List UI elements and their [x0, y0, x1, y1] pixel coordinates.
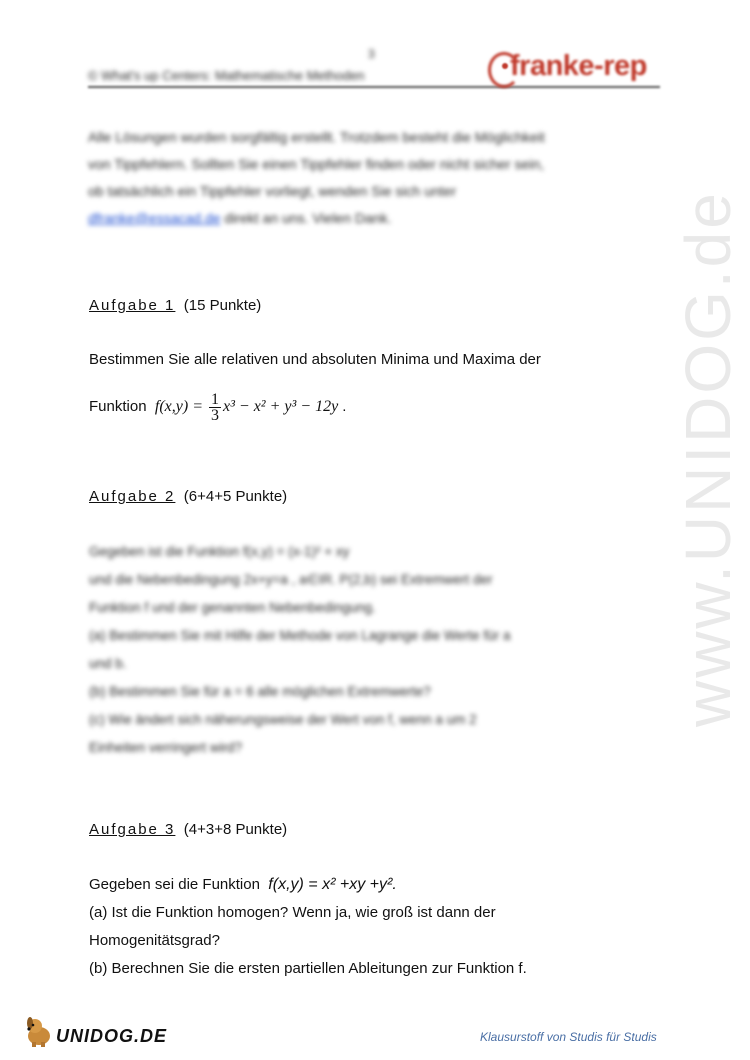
intro-line: ob tatsächlich ein Tippfehler vorliegt, wenden Sie sich unter — [88, 183, 457, 199]
task-1-heading — [89, 297, 261, 314]
task-2-body — [89, 538, 649, 762]
task-2-line: Funktion f und der genannten Nebenbedingung. — [89, 600, 376, 615]
task-2-line: und die Nebenbedingung 2x+y=a , a∈IR. P(2,b) sei Extremwert der — [89, 572, 493, 587]
task-3-points: (4+3+8 Punkte) — [183, 821, 288, 838]
task-1-title: Aufgabe 1 — [89, 297, 176, 314]
formula-lhs: f(x,y) = — [154, 398, 207, 416]
header-divider — [88, 86, 660, 88]
franke-rep-logo: franke-rep — [510, 50, 647, 82]
logo-dot-icon — [502, 63, 508, 69]
task-3-line: Homogenitätsgrad? — [89, 932, 220, 949]
intro-paragraph — [88, 124, 668, 232]
intro-line-rest: direkt an uns. Vielen Dank. — [220, 210, 392, 226]
task-3-title: Aufgabe 3 — [89, 821, 176, 838]
dog-icon — [22, 1014, 56, 1048]
intro-line: von Tippfehlern. Sollten Sie einen Tippfehler finden oder nicht sicher sein, — [88, 156, 545, 172]
task-1-points: (15 Punkte) — [183, 297, 262, 314]
unidog-logo — [22, 1014, 56, 1053]
intro-line: Alle Lösungen wurden sorgfältig erstellt. Trotzdem besteht die Möglichkeit — [88, 129, 545, 145]
task-1-function-line — [89, 392, 346, 423]
task-2-heading — [89, 488, 287, 505]
fraction — [209, 392, 221, 423]
task-1-function-label: Funktion — [89, 398, 147, 416]
task-3-heading — [89, 821, 287, 838]
formula-end: . — [342, 398, 347, 416]
task-1-formula — [154, 391, 342, 424]
watermark: www.UNIDOG.de — [672, 190, 744, 727]
task-2-points: (6+4+5 Punkte) — [183, 488, 288, 505]
task-3-function-label: Gegeben sei die Funktion — [89, 876, 260, 893]
task-3-formula: f(x,y) = x² +xy +y². — [268, 876, 397, 893]
intro-line — [88, 205, 668, 232]
page-number: 3 — [368, 47, 375, 61]
header-source: © What's up Centers: Mathematische Methoden — [88, 68, 365, 83]
fraction-numerator: 1 — [211, 391, 219, 408]
task-2-line: (b) Bestimmen Sie für a = 6 alle möglichen Extremwerte? — [89, 684, 431, 699]
task-2-title: Aufgabe 2 — [89, 488, 176, 505]
email-link[interactable]: dfranke@essacad.de — [88, 210, 221, 226]
formula-rest: x³ − x² + y³ − 12y — [223, 398, 339, 416]
unidog-brand: UNIDOG.DE — [56, 1026, 168, 1046]
task-1-line: Bestimmen Sie alle relativen und absoluten Minima und Maxima der — [89, 351, 541, 368]
task-3-function-line — [89, 871, 397, 899]
task-2-line: (c) Wie ändert sich näherungsweise der Wert von f, wenn a um 2 — [89, 712, 477, 727]
task-2-line: Gegeben ist die Funktion f(x,y) = (x-1)² + xy — [89, 544, 350, 559]
task-2-line: (a) Bestimmen Sie mit Hilfe der Methode von Lagrange die Werte für a — [89, 628, 511, 643]
task-2-line: Einheiten verringert wird? — [89, 740, 243, 755]
task-3-line: (a) Ist die Funktion homogen? Wenn ja, wie groß ist dann der — [89, 904, 496, 921]
footer-tagline: Klausurstoff von Studis für Studis — [480, 1030, 657, 1044]
fraction-denominator: 3 — [211, 407, 219, 424]
task-2-line: und b. — [89, 656, 127, 671]
task-3-line: (b) Berechnen Sie die ersten partiellen Ableitungen zur Funktion f. — [89, 960, 527, 977]
